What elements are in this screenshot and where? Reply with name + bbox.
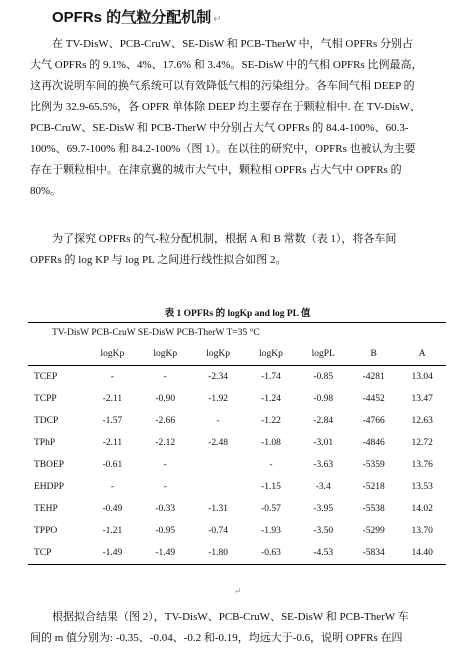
row-label: EHDPP [34, 482, 65, 492]
table-cell: -1.74 [261, 372, 281, 382]
table-cell: -4846 [362, 438, 385, 448]
column-header: B [349, 343, 398, 366]
table-cell: 13.47 [411, 394, 433, 404]
table-row [28, 410, 446, 432]
table-cell: -0.33 [155, 504, 176, 514]
table-cell: -1.49 [86, 542, 139, 565]
table-cell: -3.01 [313, 438, 334, 448]
table-cell: -0.61 [102, 460, 123, 470]
table-cell: -3.63 [313, 460, 334, 470]
table-cell: -0.85 [313, 372, 334, 382]
table-cell: 13.70 [411, 526, 433, 536]
paragraph-1-line: 80%。 [30, 185, 62, 197]
table-cell: 12.72 [411, 438, 433, 448]
table-row [28, 520, 446, 542]
table-cell: -2.34 [208, 372, 228, 382]
table-cell: -4281 [362, 372, 385, 382]
table-cell: -2.84 [313, 416, 334, 426]
table-row [28, 498, 446, 520]
paragraph-2-line: OPFRs 的 log KP 与 log PL 之间进行线性拟合如图 2。 [30, 254, 287, 266]
heading-underlined: 气粒分配 [121, 9, 182, 26]
table-caption: 表 1 OPFRs 的 logKp and log PL 值 [164, 309, 311, 319]
table-cell: -5359 [362, 460, 385, 470]
table-cell: 13.76 [411, 460, 433, 470]
table-cell: -0.95 [155, 526, 176, 536]
table-cell: -2.66 [155, 416, 176, 426]
table-cell: -1.21 [102, 526, 123, 536]
table-row [28, 542, 446, 565]
table-row [28, 476, 446, 498]
table-cell: -4.53 [297, 542, 349, 565]
opfr-table [28, 322, 446, 565]
table-group-header: TV-DisW PCB-CruW SE-DisW PCB-TherW T=35 °C [28, 323, 446, 344]
table-cell: -2.11 [102, 438, 123, 448]
table-cell: -0.49 [102, 504, 123, 514]
paragraph-3-line: 间的 m 值分别为: -0.35、-0.04、-0.2 和-0.19，均远大于-0.6，说明 OPFRs 在四 [30, 632, 403, 644]
table-cell: -0.74 [208, 526, 228, 536]
table-cell: - [110, 482, 114, 492]
paragraph-3 [30, 607, 445, 649]
table-cell: -1.49 [139, 542, 192, 565]
paragraph-mark-icon: ↵ [213, 14, 222, 25]
column-header: logKp [86, 343, 139, 366]
paragraph-1-line: 这再次说明车间的换气系统可以有效降低气相的污染组分。各车间气相 DEEP 的 [30, 80, 415, 92]
paragraph-1 [30, 34, 445, 202]
table-cell: -0.63 [245, 542, 298, 565]
column-header: logKp [245, 343, 298, 366]
table-cell: -1.57 [102, 416, 123, 426]
table-cell: -4766 [362, 416, 385, 426]
paragraph-2 [30, 229, 445, 271]
row-label: TEHP [34, 504, 58, 514]
heading-bold: OPFRs 的 [52, 9, 122, 26]
table-cell [192, 454, 245, 476]
table-cell: -1.31 [208, 504, 228, 514]
table-cell: -1.93 [261, 526, 281, 536]
row-label: TCP [28, 542, 86, 565]
table-cell: -1.08 [261, 438, 281, 448]
heading-rest: 机制 [181, 9, 212, 26]
row-label: TCPP [34, 394, 57, 404]
table-cell: -2.48 [208, 438, 228, 448]
table-cell: - [163, 482, 167, 492]
row-label: TDCP [34, 416, 59, 426]
table-cell: -3.50 [313, 526, 334, 536]
table-row [28, 432, 446, 454]
table-cell: -1.15 [261, 482, 281, 492]
table-body [28, 366, 446, 565]
column-header: logKp [192, 343, 245, 366]
table-cell: -2.11 [102, 394, 123, 404]
table-cell: -0.98 [313, 394, 334, 404]
table-cell: -3.4 [315, 482, 331, 492]
paragraph-1-line: 100%、69.7-100% 和 84.2-100%（图 1）。在以往的研究中，OPFRs 也被认为主要 [30, 143, 416, 155]
table-cell: -1.22 [261, 416, 281, 426]
table-cell: -1.92 [208, 394, 228, 404]
table-cell: - [269, 460, 273, 470]
table-cell: - [110, 372, 114, 382]
table-cell: -4452 [362, 394, 385, 404]
table-cell: - [163, 372, 167, 382]
table-cell: -5299 [362, 526, 385, 536]
table-cell: -3.95 [313, 504, 334, 514]
section-heading [52, 6, 222, 27]
table-column-header-row [28, 343, 446, 366]
table-corner-cell [28, 343, 86, 366]
paragraph-3-line: 根据拟合结果（图 2），TV-DisW、PCB-CruW、SE-DisW 和 PCB-TherW 车 [52, 611, 409, 623]
column-header: logPL [297, 343, 349, 366]
paragraph-2-line: 为了探究 OPFRs 的气-粒分配机制，根据 A 和 B 常数（表 1），将各车间 [52, 233, 397, 245]
table-cell: -5538 [362, 504, 385, 514]
paragraph-1-line: 在 TV-DisW、PCB-CruW、SE-DisW 和 PCB-TherW 中，气相 OPFRs 分别占 [52, 38, 413, 50]
row-label: TPhP [34, 438, 56, 448]
table-cell: -5834 [349, 542, 398, 565]
table-cell: 14.40 [398, 542, 446, 565]
row-label: TPPO [34, 526, 58, 536]
paragraph-1-line: PCB-CruW、SE-DisW 和 PCB-TherW 中分别占大气 OPFRs 的 84.4-100%、60.3- [30, 122, 409, 134]
column-header: A [398, 343, 446, 366]
table-cell: -0.90 [155, 394, 176, 404]
table-cell [192, 476, 245, 498]
table-cell: - [216, 416, 220, 426]
table-row [28, 366, 446, 389]
table-row [28, 454, 446, 476]
row-label: TCEP [34, 372, 58, 382]
table-cell: -5218 [362, 482, 385, 492]
table-row [28, 388, 446, 410]
paragraph-1-line: 存在于颗粒相中。在津京冀的城市大气中，颗粒相 OPFRs 占大气中 OPFRs 的 [30, 164, 402, 176]
column-header: logKp [139, 343, 192, 366]
table-group-header-row [28, 323, 446, 344]
table-cell: - [163, 460, 167, 470]
paragraph-1-line: 比例为 32.9-65.5%，各 OPFR 单体除 DEEP 均主要存在于颗粒相中. 在 TV-DisW、 [30, 101, 421, 113]
table-cell: 14.02 [411, 504, 433, 514]
table-cell: 13.04 [411, 372, 433, 382]
paragraph-1-line: 大气 OPFRs 的 9.1%、4%、17.6% 和 3.4%。SE-DisW 中的气相 OPFRs 比例最高， [30, 59, 423, 71]
table-cell: 13.53 [411, 482, 433, 492]
table-end-mark-icon: ↵ [233, 586, 242, 596]
table-cell: -1.80 [192, 542, 245, 565]
row-label: TBOEP [34, 460, 65, 470]
table-cell: -1.24 [261, 394, 281, 404]
table-cell: -0.57 [261, 504, 281, 514]
table-cell: 12.63 [411, 416, 433, 426]
table-cell: -2.12 [155, 438, 176, 448]
